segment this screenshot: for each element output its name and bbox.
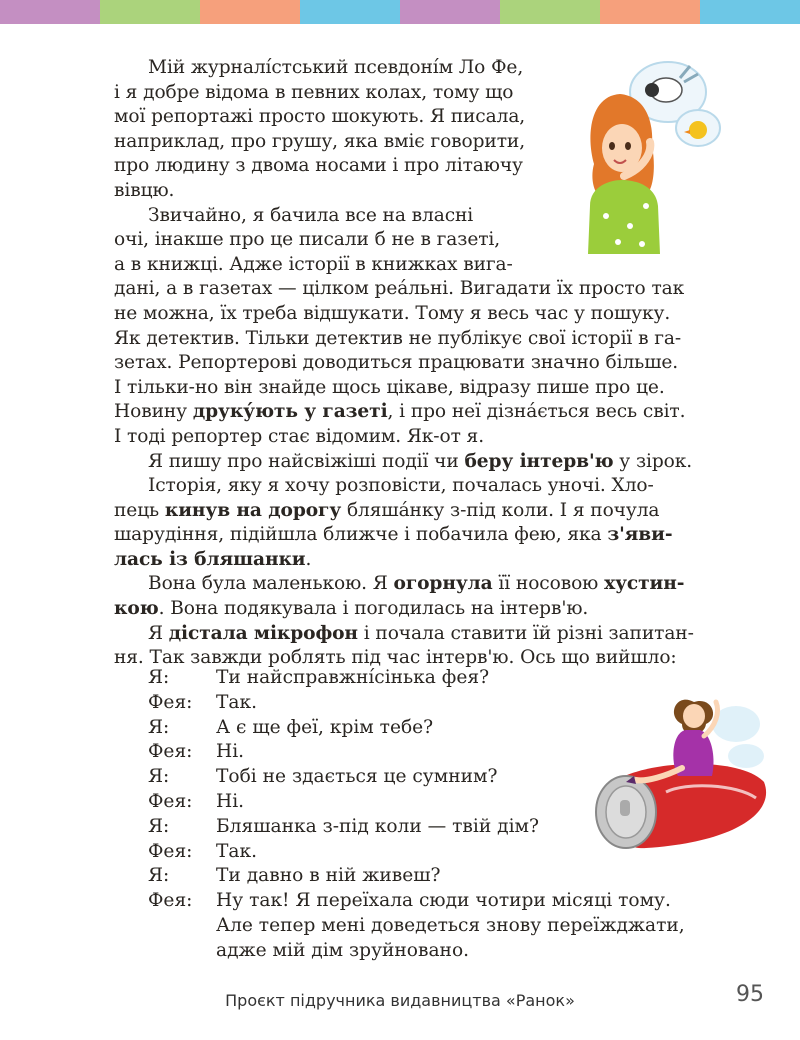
text-run: . <box>305 548 312 570</box>
stripe-segment <box>600 0 700 24</box>
stripe-segment <box>0 0 100 24</box>
text-line: Мій журналі́стський псевдоні́м Ло Фе, <box>148 57 524 78</box>
text-run: у зірок. <box>613 450 693 472</box>
dialog-speaker: Фея: <box>148 691 193 713</box>
keyword: дістала мікрофон <box>168 622 358 644</box>
text-line <box>114 572 720 597</box>
text-line: не можна, їх треба відшукати. Тому я весь час у пошуку. <box>114 302 671 324</box>
stripe-segment <box>200 0 300 24</box>
text-line <box>114 622 720 647</box>
keyword: кинув на дорогу <box>164 499 342 521</box>
text-line: Звичайно, я бачила все на власні <box>148 204 474 226</box>
text-line <box>114 400 720 425</box>
keyword: з'яви- <box>607 524 673 546</box>
keyword: беру інтерв'ю <box>464 450 614 472</box>
dialog-line <box>148 666 720 691</box>
dialog-speaker: Фея: <box>148 840 193 862</box>
text-line: наприклад, про грушу, яка вміє говорити, <box>114 130 526 152</box>
stripe-segment <box>500 0 600 24</box>
dialog-speaker: Я: <box>148 815 170 837</box>
keyword: кою <box>114 598 159 620</box>
text-line: мої репортажі просто шокують. Я писала, <box>114 106 526 128</box>
stripe-segment <box>400 0 500 24</box>
text-run: бляша́нку з-під коли. І я почула <box>341 499 660 521</box>
dialog-text: Ти давно в ній живеш? <box>216 865 441 887</box>
text-line <box>114 523 720 548</box>
keyword: друку́ють у газеті <box>192 401 388 423</box>
text-line: адже мій дім зруйновано. <box>216 939 470 961</box>
text-line: а в книжці. Адже історії в книжках вига- <box>114 253 513 275</box>
color-stripe <box>0 0 800 24</box>
dialog-line <box>148 840 720 865</box>
keyword: лась із бляшанки <box>114 548 306 570</box>
text-run: Новину <box>114 401 193 423</box>
text-line: Ну так! Я переїхала сюди чотири місяці тому. <box>216 890 671 912</box>
text-run: пець <box>114 499 165 521</box>
text-line: дані, а в газетах — цілком реа́льні. Вигадати їх просто так <box>114 278 685 300</box>
text-run: , і про неї дізна́ється весь світ. <box>387 401 686 423</box>
dialog-speaker: Я: <box>148 865 170 887</box>
dialog-text: Так. <box>216 840 258 862</box>
text-line: І тоді репортер стає відомим. Як-от я. <box>114 425 485 447</box>
stripe-segment <box>100 0 200 24</box>
dialog-speaker: Я: <box>148 716 170 738</box>
text-line <box>114 548 720 573</box>
dialog-line <box>148 864 720 889</box>
text-line <box>114 499 720 524</box>
interview-dialog <box>148 666 720 964</box>
dialog-text: Ти найсправжні́сінька фея? <box>216 667 490 688</box>
text-run: і почала ставити їй різні запитан- <box>357 622 694 644</box>
footer-caption: Проєкт підручника видавництва «Ранок» <box>225 991 575 1010</box>
text-run: Вона була маленькою. Я <box>148 573 394 595</box>
stripe-segment <box>700 0 800 24</box>
text-line: Але тепер мені доведеться знову переїжджати, <box>216 914 685 936</box>
text-line: Історія, яку я хочу розповісти, почалась уночі. Хло- <box>148 475 654 497</box>
dialog-speaker: Я: <box>148 766 170 788</box>
text-run: шарудіння, підійшла ближче і побачила фею, яка <box>114 524 608 546</box>
dialog-text: А є ще феї, крім тебе? <box>216 716 434 738</box>
paragraph-intro <box>114 56 720 671</box>
dialog-speaker: Фея: <box>148 790 193 812</box>
dialog-text: Бляшанка з-під коли — твій дім? <box>216 815 539 837</box>
dialog-line <box>148 740 720 765</box>
dialog-speaker: Фея: <box>148 741 193 763</box>
text-line: ня. Так завжди роблять під час інтерв'ю. Ось що вийшло: <box>114 647 677 669</box>
text-run: Я <box>148 622 169 644</box>
text-line: І тільки-но він знайде щось цікаве, відразу пише про це. <box>114 376 665 398</box>
text-line: і я добре відома в певних колах, тому що <box>114 81 514 103</box>
text-line: зетах. Репортерові доводиться працювати значно більше. <box>114 352 679 374</box>
text-line: Як детектив. Тільки детектив не публікує свої історії в га- <box>114 327 682 349</box>
page-number: 95 <box>736 982 764 1007</box>
dialog-line <box>148 765 720 790</box>
text-line <box>114 597 720 622</box>
dialog-text: Тобі не здається це сумним? <box>216 766 498 788</box>
keyword: огорнула <box>393 573 493 595</box>
stripe-segment <box>300 0 400 24</box>
dialog-speaker: Я: <box>148 667 170 688</box>
text-line: очі, інакше про це писали б не в газеті, <box>114 229 501 251</box>
text-run: її носовою <box>492 573 605 595</box>
dialog-text: Ні. <box>216 790 245 812</box>
dialog-line <box>148 716 720 741</box>
dialog-text: Ні. <box>216 741 245 763</box>
dialog-text <box>216 889 720 963</box>
dialog-line <box>148 691 720 716</box>
text-run: . Вона подякувала і погодилась на інтерв'ю. <box>158 598 589 620</box>
keyword: хустин- <box>604 573 685 595</box>
dialog-speaker: Фея: <box>148 890 193 912</box>
dialog-line <box>148 790 720 815</box>
dialog-text: Так. <box>216 691 258 713</box>
text-line <box>114 450 720 475</box>
dialog-line <box>148 815 720 840</box>
text-line: вівцю. <box>114 179 175 201</box>
dialog-line <box>148 889 720 963</box>
text-line: про людину з двома носами і про літаючу <box>114 155 523 177</box>
text-run: Я пишу про найсвіжіші події чи <box>148 450 465 472</box>
